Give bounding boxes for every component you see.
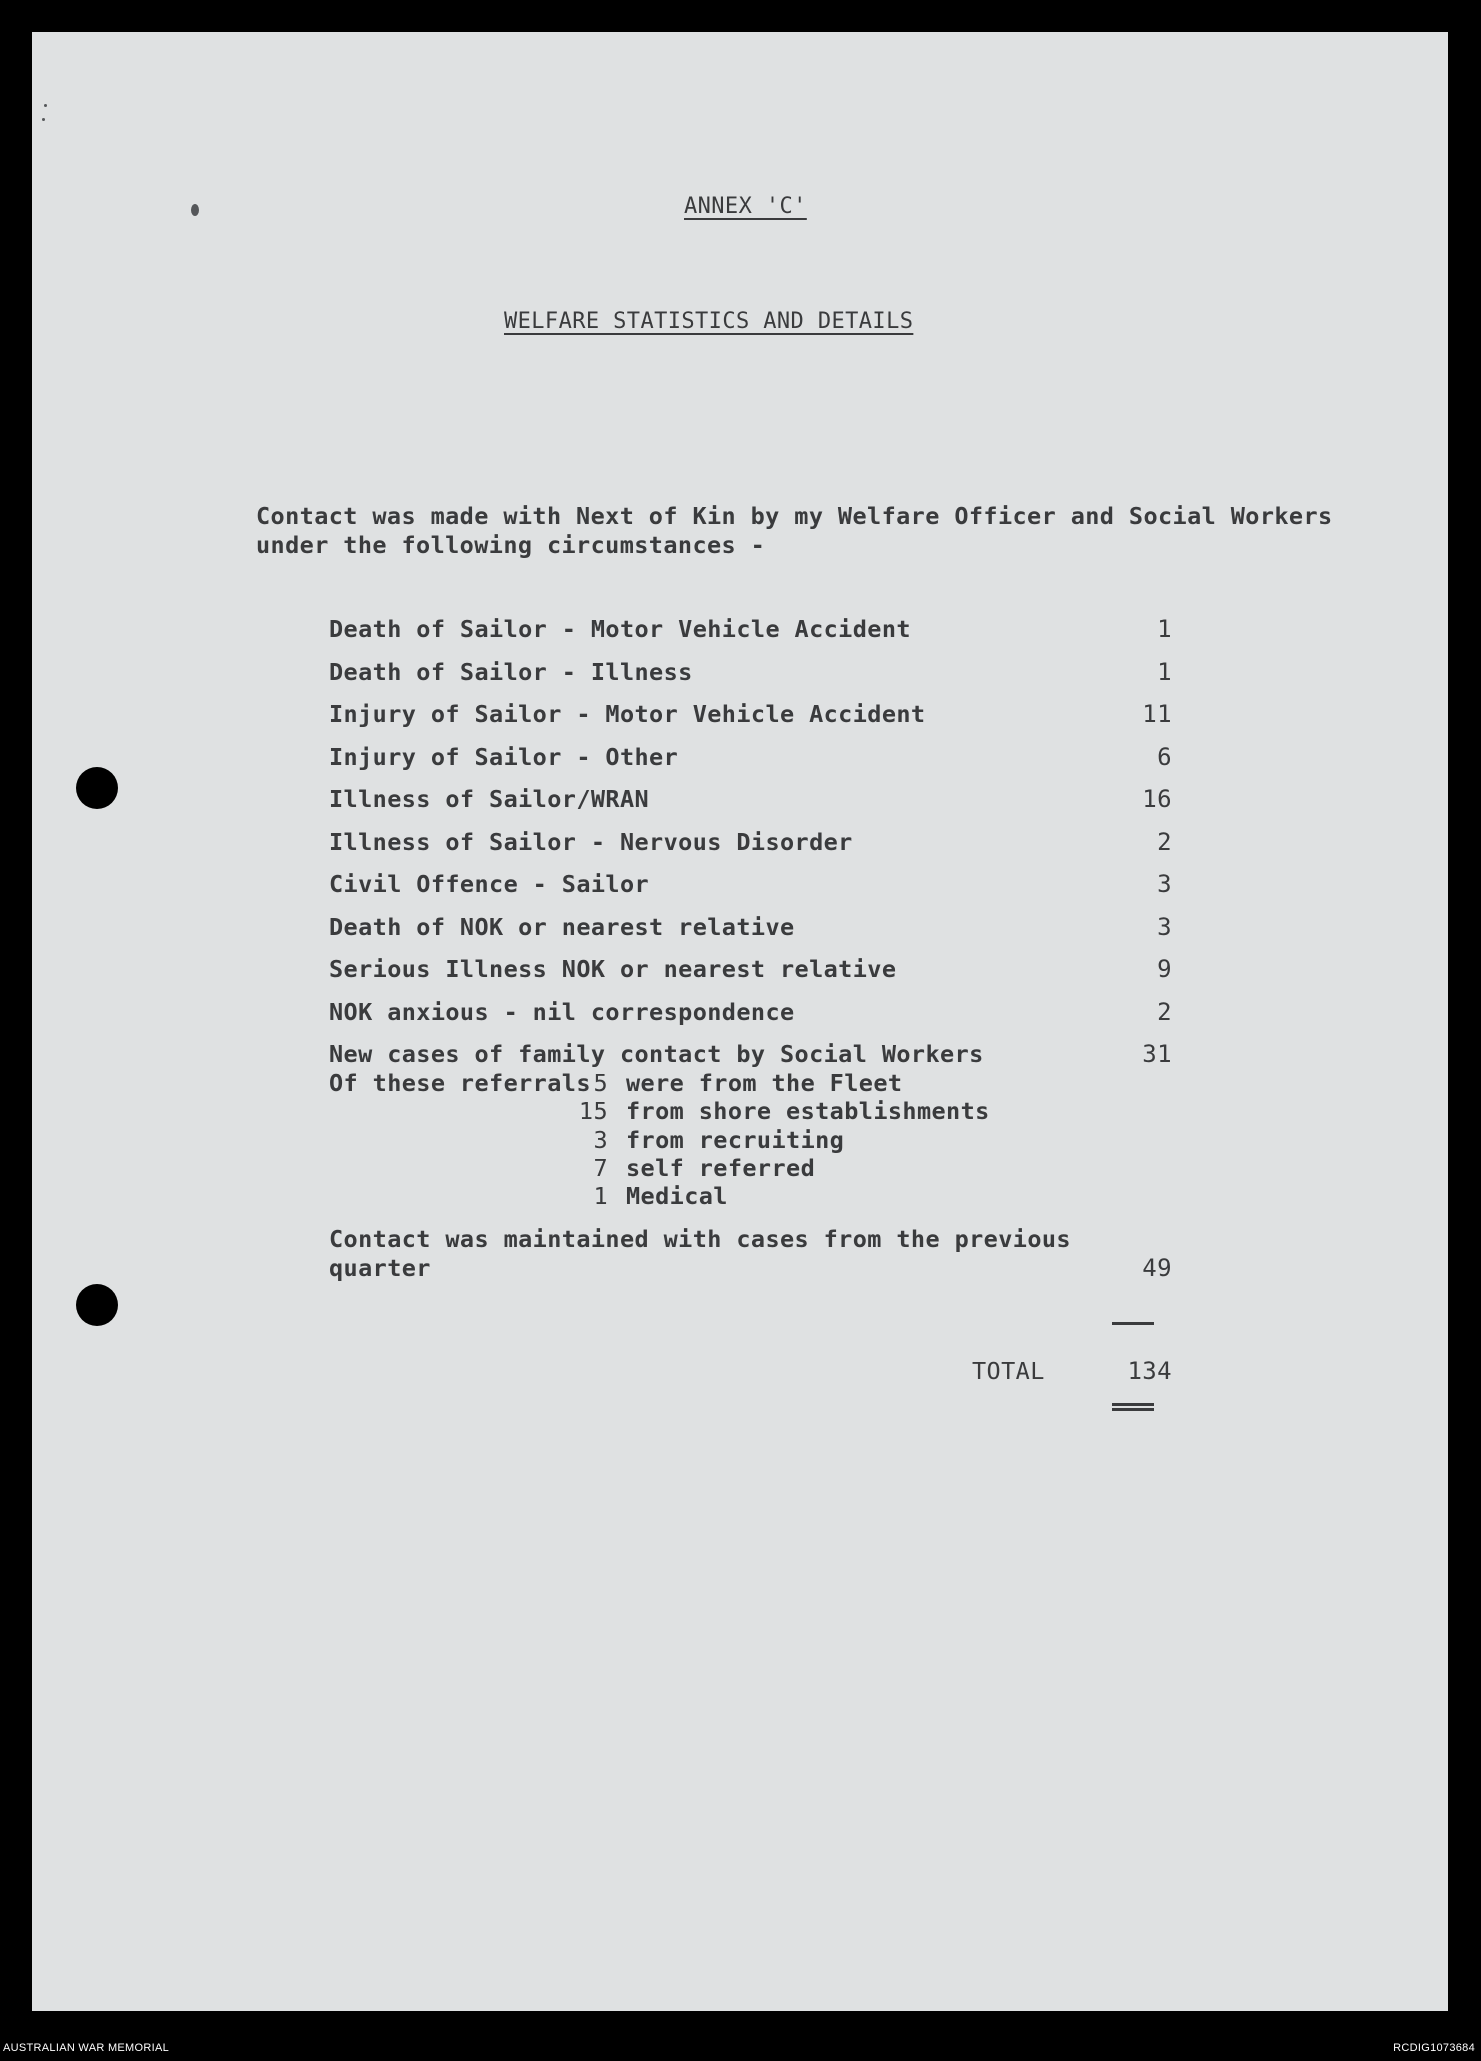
stat-row-label: New cases of family contact by Social Workers [329,1040,984,1068]
total-double-rule-top [1112,1403,1154,1406]
maintained-cases-line-1: Contact was maintained with cases from the previous [329,1225,1071,1253]
punch-hole [76,767,118,809]
intro-paragraph-line-2: under the following circumstances - [256,531,766,559]
section-title: WELFARE STATISTICS AND DETAILS [504,309,914,334]
stat-row-label: Injury of Sailor - Motor Vehicle Accident [329,700,926,728]
stat-row-value: 6 [1157,743,1172,771]
archive-credit: AUSTRALIAN WAR MEMORIAL [3,2042,170,2054]
referral-source: self referred [626,1154,816,1182]
referral-source: Medical [626,1182,728,1210]
referrals-intro: Of these referrals [329,1069,591,1097]
stat-row-label: Civil Offence - Sailor [329,870,650,898]
stat-row-value: 11 [1142,700,1172,728]
referral-count: 15 [578,1097,608,1125]
total-label: TOTAL [972,1357,1045,1385]
stat-row-label: Illness of Sailor/WRAN [329,785,650,813]
total-value: 134 [1127,1357,1172,1385]
annex-title: ANNEX 'C' [684,194,807,219]
referral-count: 1 [593,1182,608,1210]
sum-rule [1112,1322,1154,1325]
stat-row-value: 3 [1157,870,1172,898]
document-page [32,32,1448,2011]
paper-blemish [191,204,199,216]
stat-row-value: 3 [1157,913,1172,941]
total-double-rule-bottom [1112,1408,1154,1411]
stat-row-label: Death of NOK or nearest relative [329,913,795,941]
stat-row-value: 16 [1142,785,1172,813]
referral-count: 5 [593,1069,608,1097]
maintained-cases-line-2: quarter [329,1254,431,1282]
referral-count: 3 [593,1126,608,1154]
stat-row-value: 2 [1157,998,1172,1026]
maintained-cases-value: 49 [1142,1254,1172,1282]
stat-row-label: Serious Illness NOK or nearest relative [329,955,897,983]
stat-row-label: Death of Sailor - Motor Vehicle Accident [329,615,911,643]
referral-count: 7 [593,1154,608,1182]
paper-blemish [42,118,45,121]
stat-row-value: 31 [1142,1040,1172,1068]
stat-row-label: NOK anxious - nil correspondence [329,998,795,1026]
referral-source: from shore establishments [626,1097,990,1125]
stat-row-value: 1 [1157,658,1172,686]
stat-row-label: Illness of Sailor - Nervous Disorder [329,828,853,856]
paper-blemish [44,104,47,107]
intro-paragraph-line-1: Contact was made with Next of Kin by my Welfare Officer and Social Workers [256,502,1333,530]
stat-row-value: 1 [1157,615,1172,643]
stat-row-value: 2 [1157,828,1172,856]
referral-source: were from the Fleet [626,1069,903,1097]
punch-hole [76,1284,118,1326]
referral-source: from recruiting [626,1126,845,1154]
stat-row-label: Death of Sailor - Illness [329,658,693,686]
archive-reference-id: RCDIG1073684 [1393,2042,1475,2054]
stat-row-value: 9 [1157,955,1172,983]
stat-row-label: Injury of Sailor - Other [329,743,679,771]
